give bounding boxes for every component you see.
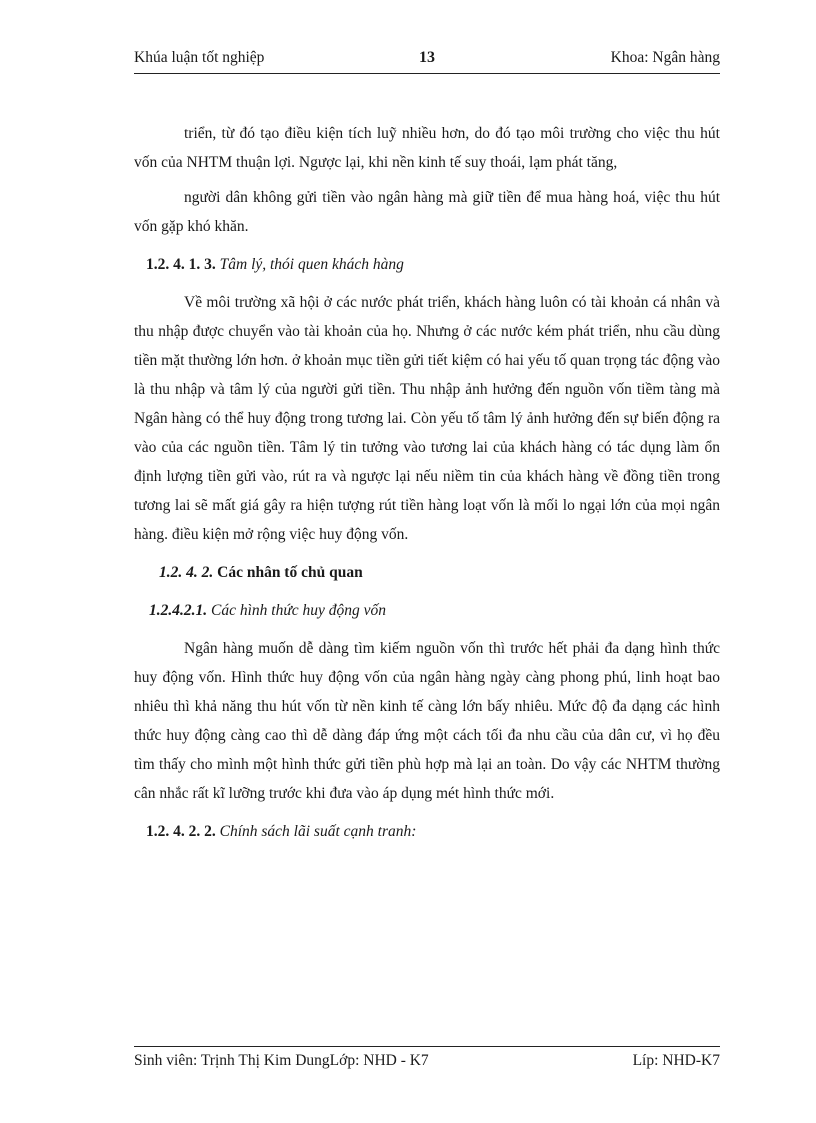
section-number: 1.2. 4. 2. 2. (146, 823, 216, 840)
page-footer (134, 1052, 720, 1074)
footer-student-label: Sinh viên: Trịnh Thị Kim DungLớp: NHD - K7 (134, 1052, 429, 1069)
section-heading-mobilization-forms (149, 596, 720, 625)
section-title: Tâm lý, thói quen khách hàng (219, 256, 404, 273)
section-number: 1.2. 4. 1. 3. (146, 256, 216, 273)
section-heading-subjective-factors (159, 558, 720, 587)
section-title: Các nhân tố chủ quan (217, 564, 363, 581)
section-title: Các hình thức huy động vốn (211, 602, 387, 619)
section-heading-customer-habits (146, 250, 720, 279)
footer-class-label: Líp: NHD-K7 (632, 1052, 720, 1069)
paragraph-mobilization-forms: Ngân hàng muốn dễ dàng tìm kiếm nguồn vốn thì trước hết phải đa dạng hình thức huy động vốn. Hình thức huy động vốn của ngân hàng ngày càng phong phú, linh hoạt bao nhiêu thì khả năng thu hút vốn từ nền kinh tế càng lớn bấy nhiêu. Mức độ đa dạng các hình thức huy động càng cao thì dễ dàng đáp ứng một cách tối đa nhu cầu của dân cư, vì họ đều tìm thấy cho mình một hình thức gửi tiền phù hợp mà lại an toàn. Do vậy các NHTM thường cân nhắc rất kĩ lưỡng trước khi đưa vào áp dụng mét hình thức mới. (134, 640, 720, 802)
paragraph-economy-growth: triển, từ đó tạo điều kiện tích luỹ nhiều hơn, do đó tạo môi trường cho việc thu hút vốn của NHTM thuận lợi. Ngược lại, khi nền kinh tế suy thoái, lạm phát tăng, (134, 125, 720, 171)
page-number: 13 (419, 49, 435, 66)
section-title: Chính sách lãi suất cạnh tranh: (219, 823, 417, 840)
header-divider (134, 73, 720, 74)
page-body (134, 119, 720, 855)
header-thesis-label: Khúa luận tốt nghiệp (134, 49, 265, 66)
paragraph-social-environment: Về môi trường xã hội ở các nước phát triển, khách hàng luôn có tài khoản cá nhân và thu nhập được chuyển vào tài khoản của họ. Nhưng ở các nước kém phát triển, nhu cầu dùng tiền mặt thường lớn hơn. ở khoản mục tiền gửi tiết kiệm có hai yếu tố quan trọng tác động vào là thu nhập và tâm lý của người gửi tiền. Thu nhập ảnh hưởng đến nguồn vốn tiềm tàng mà Ngân hàng có thể huy động trong tương lai. Còn yếu tố tâm lý ảnh hưởng đến sự biến động ra vào của các nguồn tiền. Tâm lý tin tưởng vào tương lai của khách hàng có tác dụng làm ổn định lượng tiền gửi vào, rút ra và ngược lại nếu niềm tin của khách hàng về đồng tiền trong tương lai sẽ mất giá gây ra hiện tượng rút tiền hàng loạt vốn là mối lo ngại lớn của mọi ngân hàng. điều kiện mở rộng việc huy động vốn. (134, 294, 720, 543)
section-number: 1.2.4.2.1. (149, 602, 208, 619)
paragraph-economy-decline: người dân không gửi tiền vào ngân hàng mà giữ tiền để mua hàng hoá, việc thu hút vốn gặp khó khăn. (134, 189, 720, 235)
footer-divider (134, 1046, 720, 1047)
section-heading-interest-rate-policy (146, 817, 720, 846)
section-number: 1.2. 4. 2. (159, 564, 214, 581)
page-header (134, 49, 720, 71)
header-faculty-label: Khoa: Ngân hàng (610, 49, 720, 66)
